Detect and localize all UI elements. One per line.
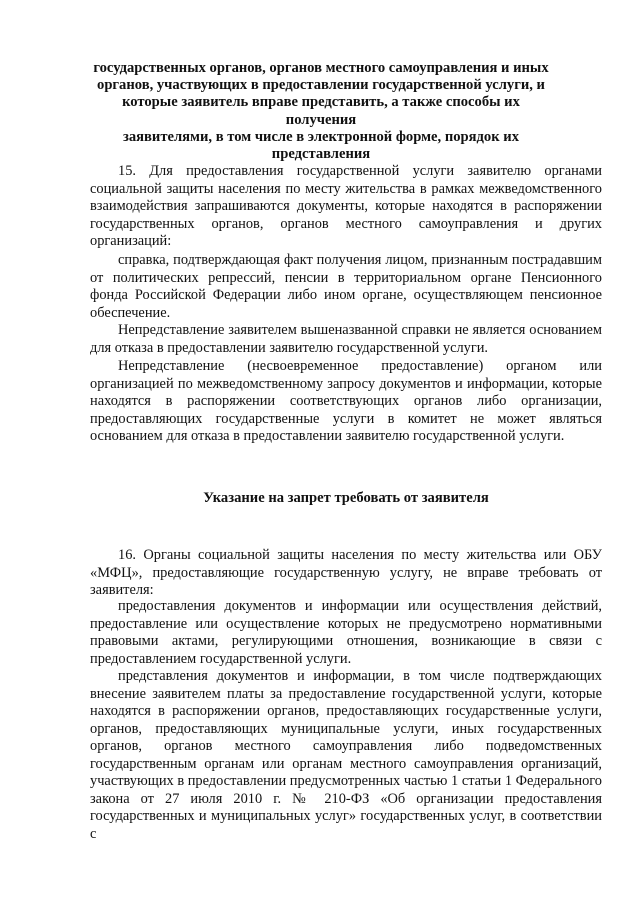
paragraph-16-actions: предоставления документов и информации или осуществления действий, предоставление или осуществление которых не предусмотрено нормативными правовыми актами, регулирующими отношения, возникающие в связи с предоставлением государственной услуги. [90,598,602,667]
heading-line: представления [271,146,371,163]
paragraph-15-interagency: Непредставление (несвоевременное предоставление) органом или организацией по межведомственному запросу документов и информации, которые находятся в распоряжении соответствующих органов либо организации, предоставляющих государственные услуги в комитет не может являться основанием для отказа в предоставлении заявителю государственной услуги. [90,358,602,444]
paragraph-15-intro: 15. Для предоставления государственной услуги заявителю органами социальной защиты населения по месту жительства в рамках межведомственного взаимодействия запрашиваются документы, которые находятся в распоряжении государственных органов, органов местного самоуправления и других организаций: [90,163,602,249]
heading-line: заявителями, в том числе в электронной форме, порядок их [122,128,519,145]
section-heading [86,60,556,163]
section-title: Указание на запрет требовать от заявителя [203,490,489,506]
paragraph-15-certificate: справка, подтверждающая факт получения лицом, признанным пострадавшим от политических репрессий, пенсии в территориальном органе Пенсионного фонда Российской Федерации либо ином органе, осуществляющем пенсионное обеспечение. [90,252,602,321]
paragraph-16-intro: 16. Органы социальной защиты населения по месту жительства или ОБУ «МФЦ», предоставляющие государственную услугу, не вправе требовать от заявителя: [90,547,602,598]
heading-line: органов, участвующих в предоставлении государственной услуги, и [97,77,545,94]
heading-line: государственных органов, органов местного самоуправления и иных [93,60,549,76]
heading-line: которые заявитель вправе представить, а также способы их получения [122,94,520,128]
paragraph-15-nonsubmission: Непредставление заявителем вышеназванной справки не является основанием для отказа в предоставлении заявителю государственной услуги. [90,322,602,356]
paragraph-16-documents: представления документов и информации, в том числе подтверждающих внесение заявителем платы за предоставление государственной услуги, которые находятся в распоряжении органов, предоставляющих государственные услуги, органов, предоставляющих муниципальные услуги, иных государственных органов, органов местного самоуправления либо подведомственных государственным органам или органам местного самоуправления организаций, участвующих в предоставлении предусмотренных частью 1 статьи 1 Федерального закона от 27 июля 2010 г. № 210-ФЗ «Об организации предоставления государственных и муниципальных услуг» государственных услуг, в соответствии с [90,668,602,842]
